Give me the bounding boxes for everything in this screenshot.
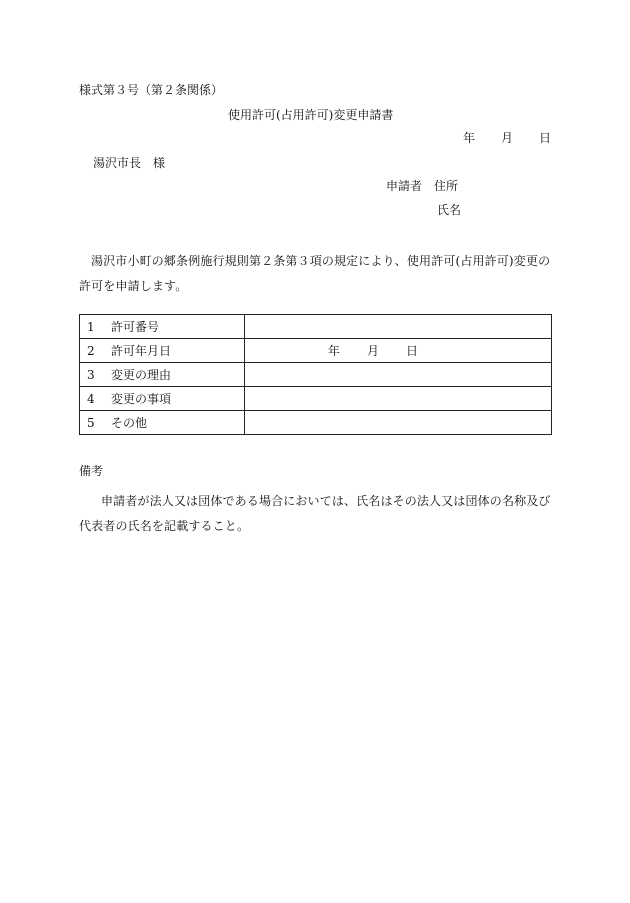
application-table <box>79 314 552 435</box>
permit-number-field[interactable] <box>245 315 552 339</box>
applicant-address-label: 申請者 住所 <box>386 179 459 193</box>
table-row <box>80 411 552 435</box>
document-title: 使用許可(占用許可)変更申請書 <box>228 108 394 122</box>
remarks-heading: 備考 <box>79 464 104 478</box>
row-number: 4 <box>87 391 95 406</box>
row-label: 変更の事項 <box>111 391 172 406</box>
remarks-text: 申請者が法人又は団体である場合においては、氏名はその法人又は団体の名称及び代表者の氏名を記載すること。 <box>79 494 551 533</box>
row-label: 許可年月日 <box>111 343 172 358</box>
table-row <box>80 339 552 363</box>
date-year-label: 年 <box>463 131 476 145</box>
change-items-field[interactable] <box>245 387 552 411</box>
row-label: 許可番号 <box>111 319 160 334</box>
table-row <box>80 363 552 387</box>
applicant-name-label: 氏名 <box>437 203 462 217</box>
permit-date-month-label: 月 <box>367 344 380 358</box>
row-number: 5 <box>87 415 95 430</box>
other-field[interactable] <box>245 411 552 435</box>
row-number: 3 <box>87 367 95 382</box>
row-number: 2 <box>87 343 95 358</box>
body-text: 湯沢市小町の郷条例施行規則第２条第３項の規定により、使用許可(占用許可)変更の許可を申請します。 <box>79 254 551 293</box>
form-number: 様式第３号（第２条関係） <box>79 83 224 97</box>
permit-date-year-label: 年 <box>328 344 341 358</box>
table-row-label <box>80 411 245 435</box>
row-label: 変更の理由 <box>111 367 172 382</box>
row-number: 1 <box>87 319 95 334</box>
date-day-label: 日 <box>539 131 552 145</box>
date-month-label: 月 <box>501 131 514 145</box>
table-row <box>80 387 552 411</box>
permit-date-day-label: 日 <box>406 344 419 358</box>
table-row <box>80 315 552 339</box>
change-reason-field[interactable] <box>245 363 552 387</box>
permit-date-field[interactable] <box>245 339 552 363</box>
table-row-label <box>80 315 245 339</box>
table-row-label <box>80 387 245 411</box>
table-row-label <box>80 339 245 363</box>
addressee: 湯沢市長 様 <box>93 156 166 170</box>
row-label: その他 <box>111 415 148 430</box>
table-row-label <box>80 363 245 387</box>
